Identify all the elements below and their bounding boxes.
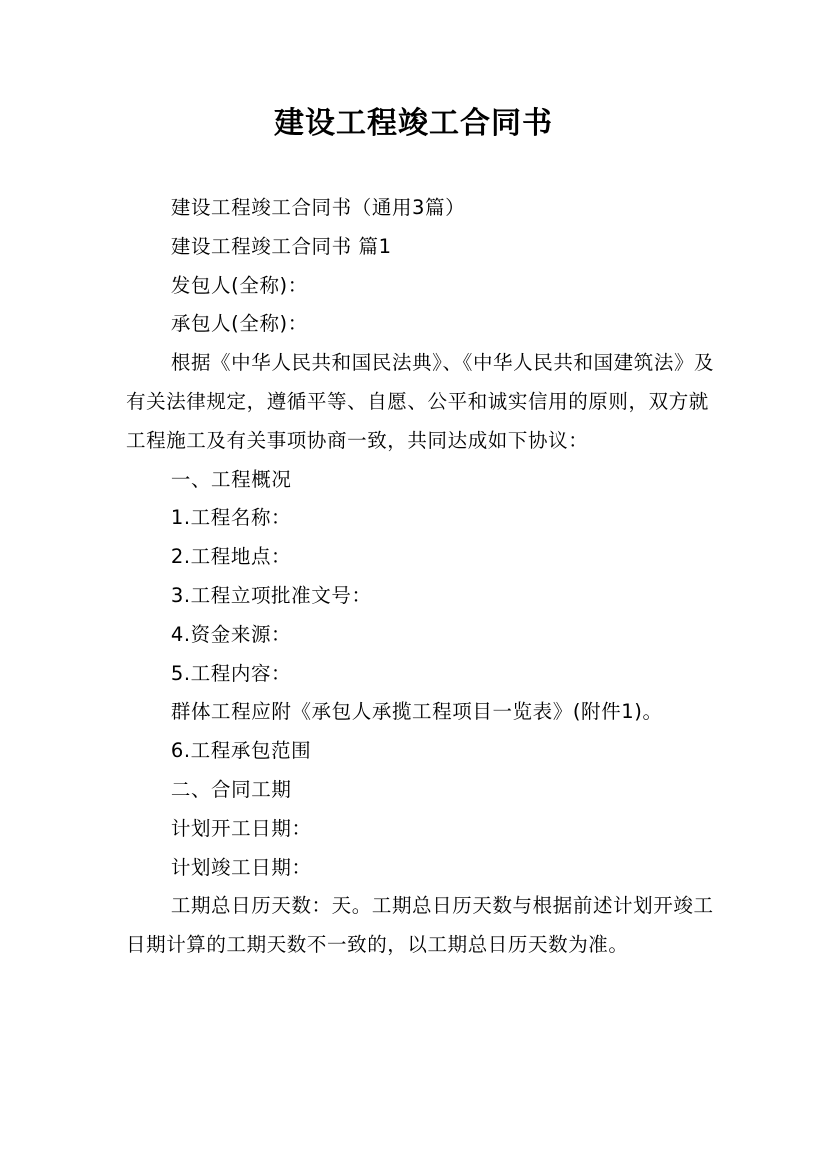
paragraph-overview-heading: 一、工程概况 (170, 467, 292, 491)
document-title: 建设工程竣工合同书 (274, 106, 553, 141)
paragraph-project-content: 5.工程内容： (170, 661, 292, 685)
paragraph-planned-start: 计划开工日期： (170, 816, 312, 840)
paragraph-approval-number: 3.工程立项批准文号： (170, 583, 372, 607)
paragraph-project-location: 2.工程地点： (170, 545, 292, 569)
paragraph-project-name: 1.工程名称： (170, 506, 292, 530)
paragraph-subtitle: 建设工程竣工合同书（通用3篇） (170, 196, 466, 219)
paragraph-attachment-note: 群体工程应附《承包人承揽工程项目一览表》(附件1)。 (170, 700, 663, 724)
paragraph-duration-heading: 二、合同工期 (170, 777, 292, 801)
paragraph-funding-source: 4.资金来源： (170, 622, 292, 646)
paragraph-preamble: 根据《中华人民共和国民法典》、《中华人民共和国建筑法》及有关法律规定，遵循平等、自愿、公平和诚实信用的原则，双方就工程施工及有关事项协商一致，共同达成如下协议： (126, 351, 715, 452)
paragraph-employer: 发包人(全称)： (170, 273, 308, 297)
paragraph-scope: 6.工程承包范围 (170, 739, 312, 763)
paragraph-total-days: 工期总日历天数：天。工期总日历天数与根据前述计划开竣工日期计算的工期天数不一致的，以工期总日历天数为准。 (126, 894, 714, 957)
paragraph-section-heading: 建设工程竣工合同书 篇1 (170, 234, 392, 258)
paragraph-planned-completion: 计划竣工日期： (170, 855, 312, 879)
paragraph-contractor: 承包人(全称)： (170, 312, 308, 336)
document-body (126, 189, 716, 965)
